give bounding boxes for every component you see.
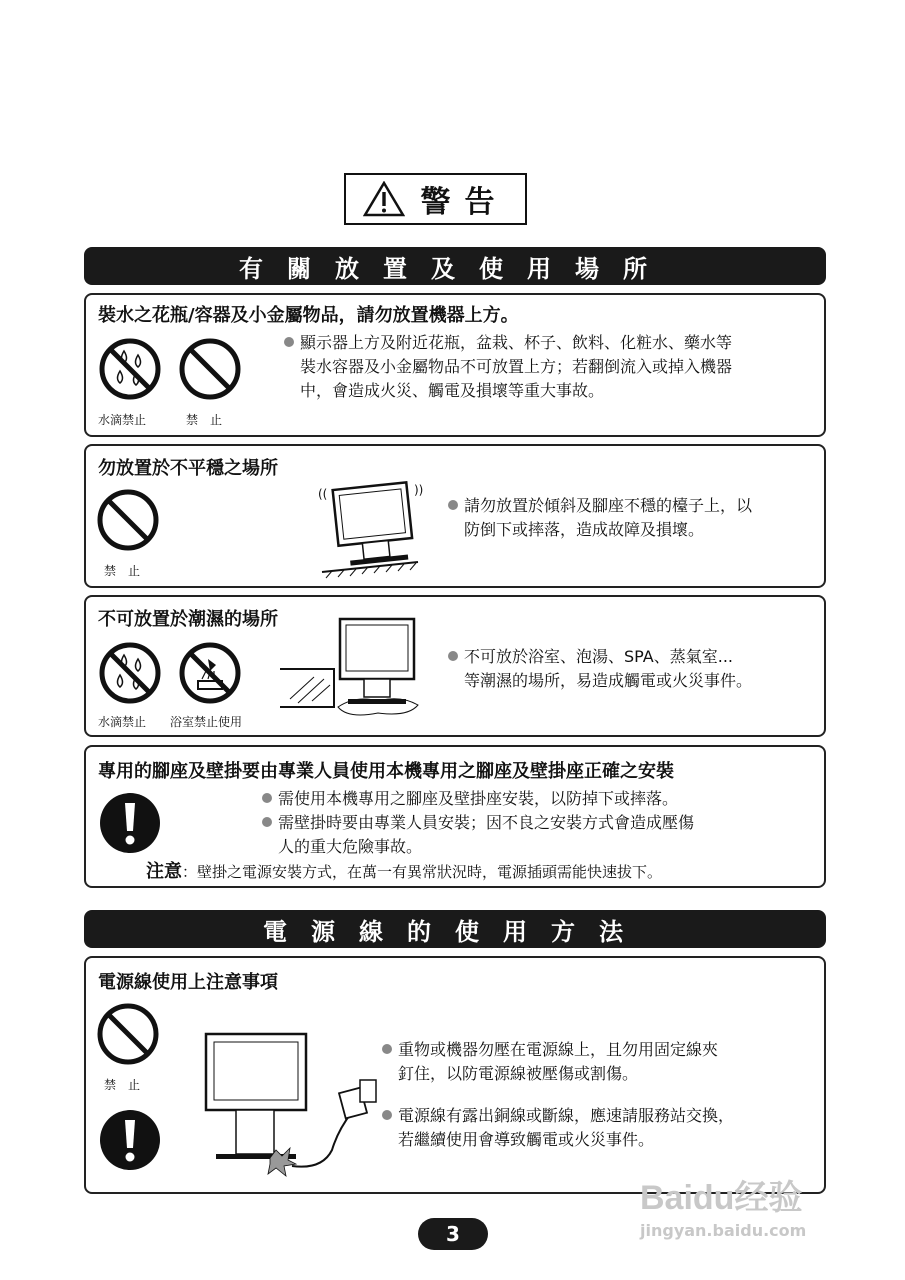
no-bathroom-icon [178,641,242,705]
warning-triangle-icon [363,181,405,217]
prohibited-icon [178,337,242,401]
icon-caption: 禁 止 [186,413,223,427]
note-line [146,857,662,883]
box-heading: 電源線使用上注意事項 [98,972,278,993]
icon-caption: 禁 止 [104,1078,141,1092]
icon-caption: 浴室禁止使用 [170,715,243,729]
bullet-icon [382,1044,392,1054]
section-header-power-cord: 電源線的使用方法 [84,910,826,948]
tv-crushing-cord-illustration [202,1030,402,1180]
warning-box-liquids [84,293,826,437]
section-header-placement: 有關放置及使用場所 [84,247,826,285]
mandatory-exclamation-icon [98,791,162,855]
mandatory-exclamation-icon [98,1108,162,1172]
note-label: 注意 [146,861,182,882]
note-text: ：壁掛之電源安裝方式，在萬一有異常狀況時，電源插頭需能快速拔下。 [182,863,663,881]
warning-box-power-cord [84,956,826,1194]
watermark-url: jingyan.baidu.com [640,1221,807,1240]
icon-caption: 禁 止 [104,564,141,578]
box-heading: 不可放置於潮濕的場所 [98,609,278,630]
icon-caption: 水滴禁止 [98,413,147,427]
svg-text:((: (( [318,487,328,501]
warning-box-mounting [84,745,826,888]
bullet-icon [448,500,458,510]
no-water-drop-icon [98,337,162,401]
bullet-icon [262,817,272,827]
box-heading: 專用的腳座及壁掛要由專業人員使用本機專用之腳座及壁掛座正確之安裝 [98,761,674,782]
box-heading: 裝水之花瓶/容器及小金屬物品，請勿放置機器上方。 [98,305,519,326]
warning-box-unstable [84,444,826,588]
box-heading: 勿放置於不平穩之場所 [98,458,278,479]
bullet-icon [262,793,272,803]
prohibited-icon [96,1002,160,1066]
prohibited-icon [96,488,160,552]
tv-near-bath-illustration [276,615,436,719]
no-water-drop-icon [98,641,162,705]
box-body-text: 不可放於浴室、泡湯、SPA、蒸氣室... 等潮濕的場所，易造成觸電或火災事件。 [448,645,818,693]
tilted-tv-illustration [318,480,428,580]
warning-title: 警告 [420,185,509,220]
bullet-icon [448,651,458,661]
icon-caption: 水滴禁止 [98,715,147,729]
box-body-text: 重物或機器勿壓在電源線上，且勿用固定線夾 釘住，以防電源線被壓傷或割傷。 電源線有露出銅線或斷線，應速請服務站交換， 若繼續使用會導致觸電或火災事件。 [382,1038,812,1152]
watermark-brand: Baidu经验 [640,1179,803,1217]
box-body-text: 需使用本機專用之腳座及壁掛座安裝，以防掉下或摔落。 需壁掛時要由專業人員安裝；因不良之安裝方式會造成壓傷 人的重大危險事故。 [262,787,802,859]
bullet-icon [284,337,294,347]
svg-text:)): )) [414,483,424,497]
bullet-icon [382,1110,392,1120]
box-body-text: 請勿放置於傾斜及腳座不穩的檯子上，以 防倒下或摔落，造成故障及損壞。 [448,494,818,542]
watermark [640,1170,806,1240]
box-body-text: 顯示器上方及附近花瓶，盆栽、杯子、飲料、化粧水、藥水等 裝水容器及小金屬物品不可放置上方；若翻倒流入或掉入機器 中，會造成火災、觸電及損壞等重大事故。 [284,331,814,403]
warning-title-box [344,173,527,225]
page-number: 3 [418,1218,488,1250]
warning-box-humid [84,595,826,737]
